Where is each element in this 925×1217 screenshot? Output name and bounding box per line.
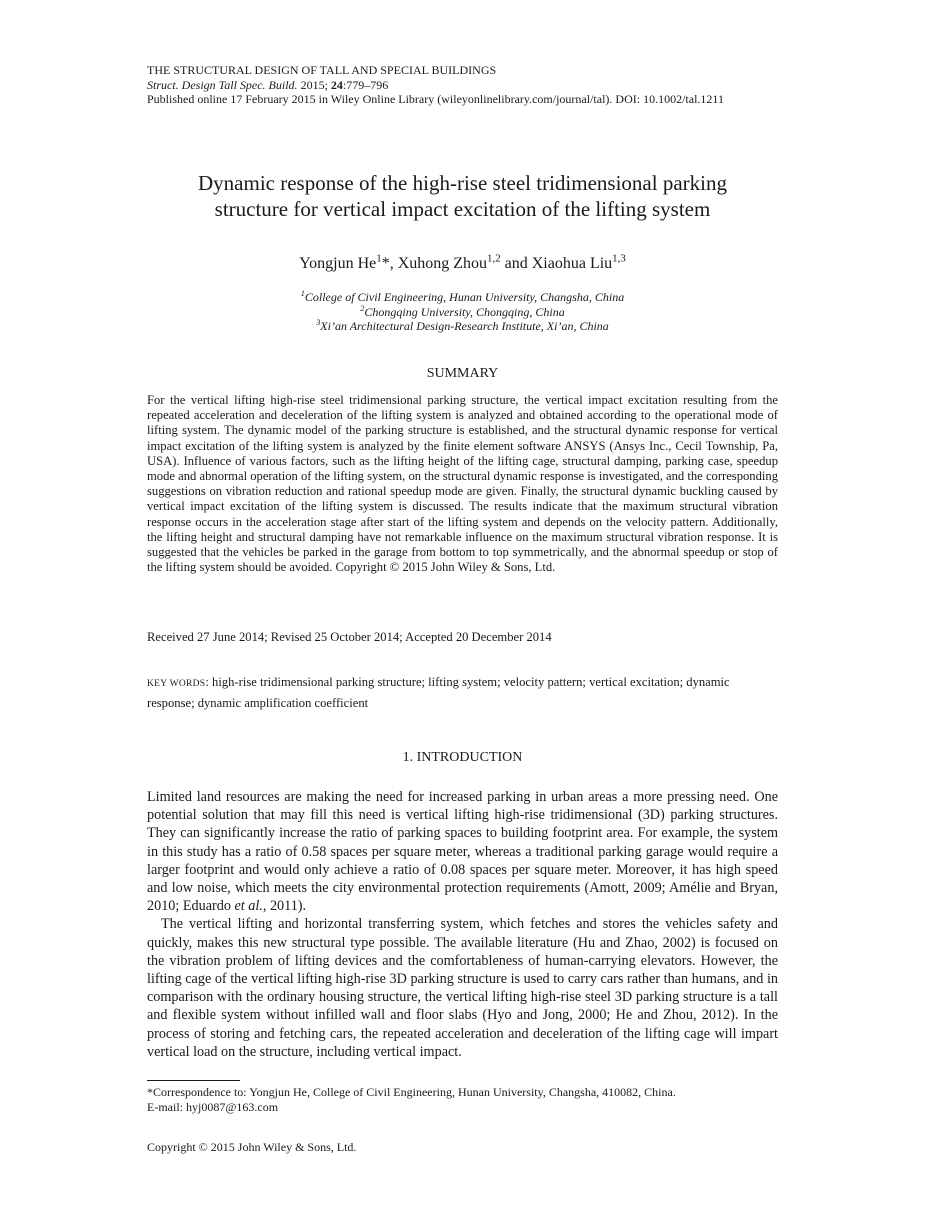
publication-info: Published online 17 February 2015 in Wiley Online Library (wileyonlinelibrary.com/journal/tal). DOI: 10.1002/tal.1211: [147, 92, 724, 106]
author-affil-sup: 1: [376, 252, 382, 265]
citation-year: 2015;: [297, 77, 331, 92]
citation-pages: :779–796: [342, 77, 389, 92]
summary-text: For the vertical lifting high-rise steel tridimensional parking structure, the vertical impact excitation resulting from the repeated acceleration and deceleration of the lifting system is analyzed and obtained according to the operational mode of lifting system. The dynamic model of the parking structure is established, and the structural dynamic response for vertical impact excitation of the lifting system is analyzed by the finite element software ANSYS (Ansys Inc., Cecil Township, Pa, USA). Influence of various factors, such as the lifting height of the lifting cage, structural damping, parking case, speedup mode and abnormal operation of the lifting system, on the structural dynamic response is investigated, and the corresponding suggestions on vibration reduction and rational speedup mode are given. Finally, the structural dynamic buckling caused by vertical impact excitation of the lifting system is discussed. The results indicate that the maximum structural vibration response occurs in the acceleration stage after start of the lifting system and depends on the velocity pattern. Additionally, the lifting height and structural damping have not remarkable influence on the maximum structural vibration response. It is suggested that the vehicles be parked in the garage from bottom to top symmetrically, and the abnormal speedup or stop of the lifting system should be avoided. Copyright © 2015 John Wiley & Sons, Ltd.: [147, 393, 778, 575]
paper-title: [120, 170, 805, 222]
et-al: et al.: [234, 898, 263, 915]
journal-name: THE STRUCTURAL DESIGN OF TALL AND SPECIAL BUILDINGS: [147, 63, 497, 77]
title-line-1: Dynamic response of the high-rise steel tridimensional parking: [198, 171, 727, 195]
paragraph: The vertical lifting and horizontal transferring system, which fetches and stores the vehicles safety and quickly, makes this new structural type possible. The available literature (Hu and Zhao, 2002) is focused on the vibration problem of lifting devices and the comfortableness of human-carrying elevators. However, the lifting cage of the vertical lifting high-rise 3D parking structure is used to carry cars rather than humans, and in comparison with the ordinary housing structure, the vertical lifting high-rise steel 3D parking structure is a tall and flexible system without infilled wall and floor slabs (Hyo and Jong, 2000; He and Zhou, 2012). In the process of storing and fetching cars, the repeated acceleration and deceleration of the lifting cage will impart vertical load on the structure, including vertical impact.: [147, 916, 778, 1060]
keywords-label: KEY WORDS: [147, 679, 206, 689]
author-affil-sup: 1,2: [487, 252, 501, 265]
paragraph-text: Limited land resources are making the need for increased parking in urban areas a more pressing need. One potential solution that may fill this need is vertical lifting high-rise tridimensional (3D) parking structures. They can significantly increase the ratio of parking spaces to building footprint area. For example, the system in this study has a ratio of 0.58 spaces per square meter, whereas a traditional parking garage would require a larger footprint and would only achieve a ratio of 0.08 spaces per square meter. Moreover, it has high speed and low noise, which meets the city environmental protection requirements (Amott, 2009; Amélie and Bryan, 2010; Eduardo: [147, 789, 778, 915]
author-separator: and: [500, 255, 532, 272]
received-dates: Received 27 June 2014; Revised 25 October 2014; Accepted 20 December 2014: [147, 630, 552, 644]
affiliation: [120, 290, 805, 305]
affiliation-text: Chongqing University, Chongqing, China: [364, 304, 565, 319]
footnote-rule: [147, 1080, 240, 1081]
corresponding-mark: *: [381, 255, 390, 272]
journal-citation: [147, 78, 724, 93]
correspondence-line: *Correspondence to: Yongjun He, College of Civil Engineering, Hunan University, Changsha, 410082, China.: [147, 1085, 676, 1099]
affiliation-num: 2: [360, 303, 365, 313]
affiliation-list: [120, 290, 805, 334]
email-line: E-mail: hyj0087@163.com: [147, 1099, 279, 1114]
author-name: Yongjun He: [299, 255, 377, 272]
author-list: [120, 252, 805, 273]
introduction-body: [147, 788, 778, 1061]
author-affil-sup: 1,3: [612, 252, 626, 265]
paragraph-text: , 2011).: [262, 898, 307, 915]
citation-volume: 24: [330, 77, 343, 92]
author-separator: ,: [389, 255, 398, 272]
citation-abbrev: Struct. Design Tall Spec. Build.: [147, 77, 298, 92]
affiliation-text: College of Civil Engineering, Hunan University, Changsha, China: [304, 290, 625, 304]
page-copyright: Copyright © 2015 John Wiley & Sons, Ltd.: [147, 1140, 357, 1154]
title-line-2: structure for vertical impact excitation of the lifting system: [214, 197, 711, 221]
keywords-text: : high-rise tridimensional parking structure; lifting system; velocity pattern; vertical excitation; dynamic response; dynamic amplification coefficient: [147, 675, 730, 710]
keywords: [147, 673, 778, 713]
introduction-heading: 1. INTRODUCTION: [402, 750, 523, 765]
affiliation: [120, 305, 805, 320]
affiliation-num: 1: [300, 289, 305, 298]
correspondence-footnote: [147, 1085, 676, 1114]
paragraph: [147, 788, 778, 915]
author-name: Xuhong Zhou: [397, 255, 488, 272]
affiliation-text: Xi’an Architectural Design-Research Institute, Xi’an, China: [320, 319, 609, 333]
affiliation-num: 3: [316, 318, 321, 327]
affiliation: [120, 319, 805, 334]
summary-heading: SUMMARY: [426, 366, 499, 381]
author-name: Xiaohua Liu: [531, 255, 613, 272]
journal-header: [147, 63, 724, 107]
